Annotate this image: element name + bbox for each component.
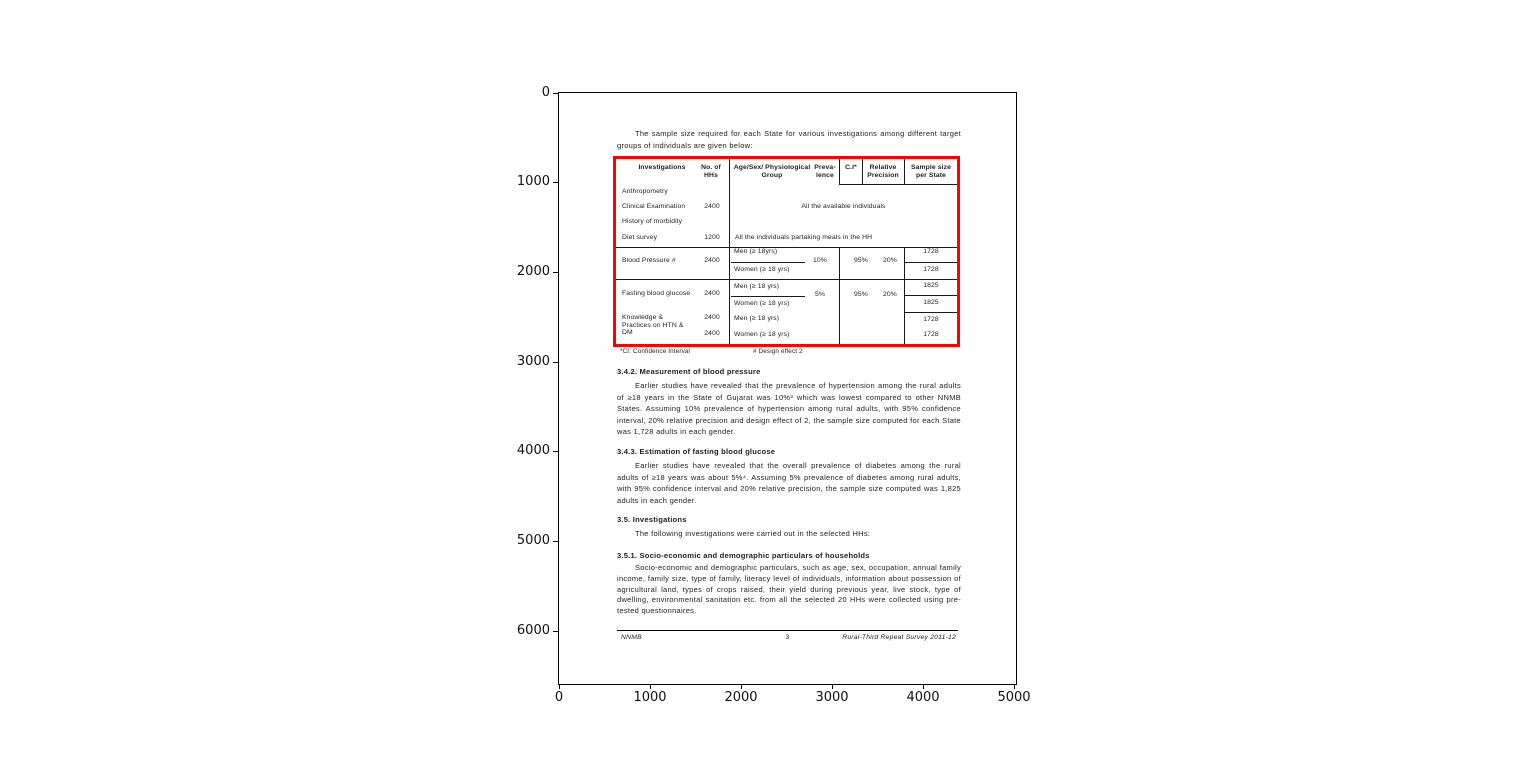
plot-axes: [558, 92, 1017, 685]
section-35-body: The following investigations were carried out in the selected HHs:: [635, 529, 871, 538]
footer-rule: [617, 630, 958, 631]
col-header-relative-precision: Relative Precision: [867, 164, 899, 179]
table-cell-investigation: History of morbidity: [622, 218, 683, 225]
section-342-body: Earlier studies have revealed that the prevalence of hypertension among the rural adults of ≥18 years in the State of Gujarat was 10%³ which was lowest compared to other NNMB States. Assuming 10% prevalence of hypertension among rural adults, with 95% confidence interval, 20% relative precision and design effect of 2, the sample size computed for each State was 1,728 adults in each gender.: [617, 381, 961, 436]
y-tick-label: 2000: [516, 264, 550, 279]
x-tick-label: 2000: [724, 690, 758, 705]
table-cell-group: Men (≥ 18 yrs): [734, 283, 780, 290]
table-cell-hhs: 1200: [704, 234, 720, 241]
table-cell-sample: 1825: [923, 299, 939, 306]
y-tick-label: 3000: [516, 354, 550, 369]
table-cell-sample: 1728: [923, 266, 939, 273]
table-cell-sample: 1728: [923, 316, 939, 323]
y-tick-label: 0: [541, 85, 550, 100]
table-cell-sample: 1825: [923, 282, 939, 289]
y-tick-label: 1000: [516, 174, 550, 189]
table-cell-prevalence: 5%: [814, 291, 826, 298]
table-highlight-annotation: [613, 156, 960, 347]
table-cell-group: Women (≥ 18 yrs): [734, 331, 790, 338]
section-343-title: 3.4.3. Estimation of fasting blood glucose: [617, 447, 776, 456]
col-header-sample-size: Sample size per State: [910, 164, 951, 179]
table-cell-hhs: 2400: [704, 257, 720, 264]
footer-left: NNMB: [621, 634, 642, 641]
section-343-body: Earlier studies have revealed that the overall prevalence of diabetes among the rural adults of ≥18 years was about 5%⁴. Assuming 5% prevalence of diabetes among rural adults, with 95% confidence interval and 20% relative precision, the sample size computed was 1,825 adults in each gender.: [617, 461, 961, 505]
table-cell-group: Men (≥ 18 yrs): [734, 315, 780, 322]
table-cell-investigation: Anthropometry: [622, 188, 668, 195]
table-cell-ci: 95%: [854, 257, 868, 264]
section-35-title: 3.5. Investigations: [617, 515, 687, 524]
x-tick-label: 5000: [997, 690, 1031, 705]
table-cell-prevalence: 10%: [813, 257, 827, 264]
table-cell-merged-diet: All the individuals partaking meals in the HH: [735, 234, 873, 241]
col-header-no-of-hhs: No. of HHs: [701, 164, 721, 179]
x-tick-label: 4000: [906, 690, 940, 705]
x-tick-label: 3000: [815, 690, 849, 705]
section-351-title: 3.5.1. Socio-economic and demographic particulars of households: [617, 551, 870, 560]
col-header-prevalence: Preva- lence: [814, 164, 836, 179]
footer-right: Rural-Third Repeat Survey 2011-12: [842, 634, 956, 641]
section-342-title: 3.4.2. Measurement of blood pressure: [617, 367, 761, 376]
table-cell-sample: 1728: [923, 248, 939, 255]
col-header-investigations: Investigations: [638, 164, 686, 171]
table-cell-investigation: Clinical Examination: [622, 203, 686, 210]
footnote-design-effect: # Design effect 2: [753, 348, 803, 355]
table-cell-precision: 20%: [883, 291, 897, 298]
table-cell-hhs: 2400: [704, 290, 720, 297]
footnote-ci: *CI: Confidence Interval: [620, 348, 691, 355]
table-cell-investigation: Diet survey: [622, 234, 658, 241]
table-cell-hhs: 2400: [704, 314, 720, 321]
table-cell-ci: 95%: [854, 291, 868, 298]
section-351-body: Socio-economic and demographic particulars, such as age, sex, occupation, annual family income, family size, type of family, literacy level of individuals, information about possession of agricultural land, types of crops raised, their yield during previous year, live stock, type of dwelling, environmental sanitation etc. from all the selected 20 HHs were collected using pre-tested questionnaires.: [617, 563, 961, 616]
table-cell-investigation: Fasting blood glucose: [622, 290, 691, 297]
table-cell-sample: 1728: [923, 331, 939, 338]
col-header-ci: C.I*: [845, 164, 857, 171]
table-cell-merged-all-individuals: All the available individuals: [801, 203, 886, 210]
y-tick-label: 5000: [516, 533, 550, 548]
table-cell-group: Women (≥ 18 yrs): [734, 300, 790, 307]
col-header-age-sex: Age/Sex/ Physiological Group: [733, 164, 811, 179]
footer-page-number: 3: [785, 634, 790, 641]
x-tick-label: 0: [554, 690, 564, 705]
table-cell-group: Men (≥ 18yrs): [734, 248, 778, 255]
table-cell-investigation: Knowledge & Practices on HTN & DM: [622, 314, 684, 337]
table-cell-precision: 20%: [883, 257, 897, 264]
table-cell-investigation: Blood Pressure #: [622, 257, 676, 264]
y-tick-label: 6000: [516, 623, 550, 638]
table-cell-hhs: 2400: [704, 203, 720, 210]
x-tick-label: 1000: [633, 690, 667, 705]
table-cell-hhs: 2400: [704, 330, 720, 337]
table-cell-group: Women (≥ 18 yrs): [734, 266, 790, 273]
y-tick-label: 4000: [516, 443, 550, 458]
intro-paragraph: The sample size required for each State for various investigations among different target groups of individuals are given below:: [617, 129, 961, 150]
